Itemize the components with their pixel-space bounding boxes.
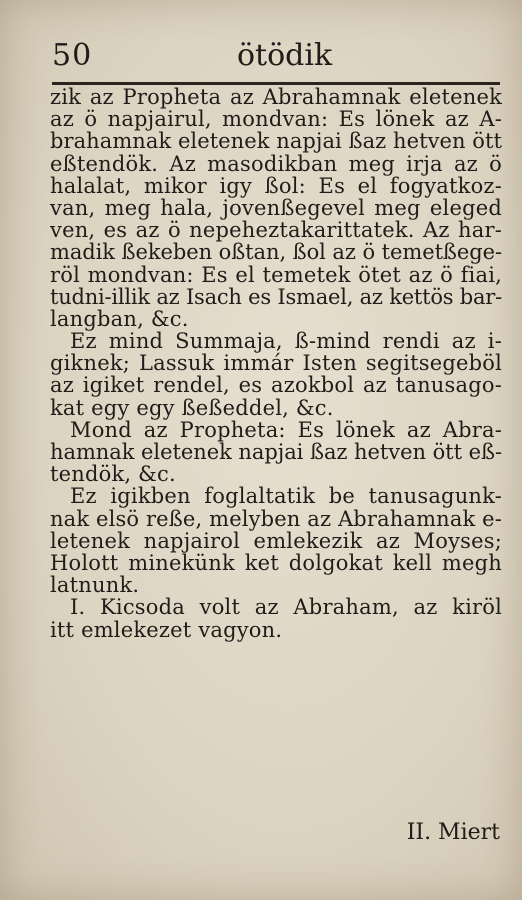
text-line: nak elsö reße, melyben az Abrahamnak e- — [50, 506, 502, 531]
text-line: madik ßekeben oßtan, ßol az ö temetßege- — [50, 240, 502, 265]
text-line: langban, &c. — [50, 306, 189, 331]
text-line: zik az Propheta az Abrahamnak eletenek — [50, 85, 502, 109]
text-line: Mond az Propheta: Es lönek az Abra- — [70, 417, 502, 442]
text-line: letenek napjairol emlekezik az Moyses; — [50, 528, 502, 553]
catchword: II. Miert — [406, 820, 500, 845]
text-line: eßtendök. Az masodikban meg irja az ö — [50, 151, 502, 176]
text-line: van, meg hala, jovenßegevel meg eleged — [50, 195, 502, 220]
text-line: giknek; Lassuk immár Isten segitsegeböl — [50, 351, 502, 376]
text-line: I. Kicsoda volt az Abraham, az kiröl — [70, 595, 502, 620]
text-line: hamnak eletenek napjai ßaz hetven ött eß- — [50, 440, 502, 464]
page-number: 50 — [52, 38, 93, 73]
text-line: itt emlekezet vagyon. — [50, 617, 283, 642]
text-line: Holott minekünk ket dolgokat kell megh — [50, 550, 502, 575]
running-head — [52, 36, 500, 76]
text-line: latnunk. — [50, 573, 140, 598]
text-line: röl mondvan: Es el temetek ötet az ö fiai, — [50, 262, 502, 287]
text-line: Ez mind Summaja, ß-mind rendi az i- — [70, 329, 502, 354]
text-line: az igiket rendel, es azokbol az tanusago- — [50, 373, 502, 398]
text-line: kat egy egy ßeßeddel, &c. — [50, 395, 334, 420]
running-title: ötödik — [237, 38, 333, 73]
text-line: halalat, mikor igy ßol: Es el fogyatkoz- — [50, 173, 502, 198]
text-line: brahamnak eletenek napjai ßaz hetven ött — [50, 129, 502, 154]
text-line: ven, es az ö nepeheztakarittatek. Az har- — [50, 218, 502, 243]
text-line: Ez igikben foglaltatik be tanusagunk- — [70, 484, 502, 509]
text-line: az ö napjairul, mondvan: Es lönek az A- — [50, 107, 502, 132]
body-text — [50, 86, 502, 641]
text-line: tendök, &c. — [50, 462, 176, 487]
text-line: tudni-illik az Isach es Ismael, az kettös bar- — [50, 284, 502, 309]
